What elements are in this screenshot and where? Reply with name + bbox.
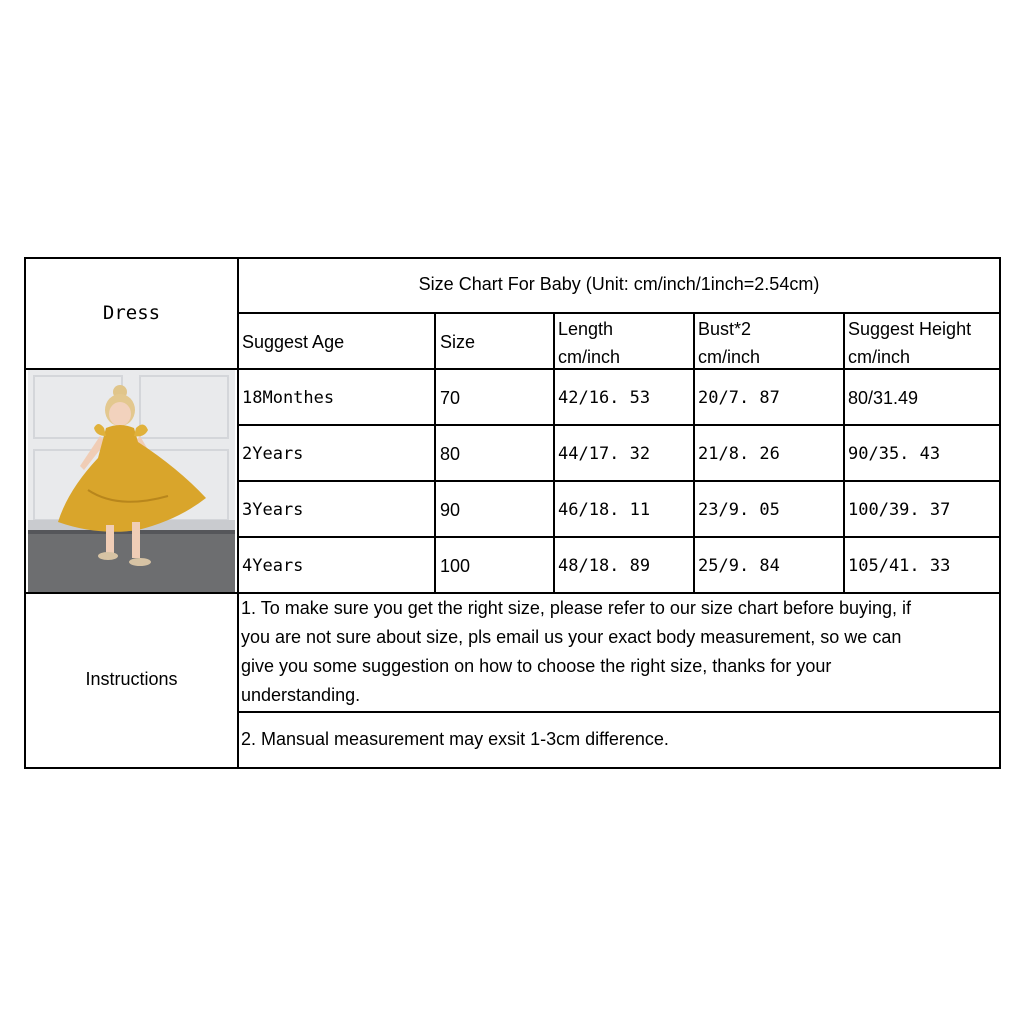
product-label: Dress bbox=[102, 302, 161, 324]
header-bust-unit: cm/inch bbox=[698, 347, 761, 367]
row-size: 70 bbox=[440, 388, 461, 408]
row-size: 80 bbox=[440, 444, 461, 464]
size-chart-table bbox=[24, 257, 1001, 769]
row-length: 42/16. 53 bbox=[558, 388, 651, 408]
instruction-1-line: give you some suggestion on how to choose the right size, thanks for your bbox=[241, 656, 832, 676]
table-rule bbox=[238, 312, 999, 314]
header-bust: Bust*2 bbox=[698, 319, 752, 339]
table-rule bbox=[238, 711, 999, 713]
chart-title: Size Chart For Baby (Unit: cm/inch/1inch=2.54cm) bbox=[418, 274, 820, 294]
table-rule bbox=[434, 312, 436, 594]
header-size: Size bbox=[440, 332, 476, 352]
row-bust: 21/8. 26 bbox=[698, 444, 780, 464]
table-rule bbox=[553, 312, 555, 594]
table-rule bbox=[237, 259, 239, 767]
row-age: 4Years bbox=[242, 556, 304, 576]
table-rule bbox=[238, 536, 999, 538]
header-height-unit: cm/inch bbox=[848, 347, 911, 367]
header-length: Length bbox=[558, 319, 614, 339]
instruction-1-line: you are not sure about size, pls email us your exact body measurement, so we can bbox=[241, 627, 902, 647]
row-height: 80/31.49 bbox=[848, 388, 919, 408]
table-rule bbox=[238, 424, 999, 426]
row-bust: 23/9. 05 bbox=[698, 500, 780, 520]
instruction-1-line: understanding. bbox=[241, 685, 361, 705]
row-age: 3Years bbox=[242, 500, 304, 520]
header-suggest-age: Suggest Age bbox=[242, 332, 345, 352]
row-size: 100 bbox=[440, 556, 471, 576]
row-age: 2Years bbox=[242, 444, 304, 464]
row-height: 105/41. 33 bbox=[848, 556, 951, 576]
row-length: 44/17. 32 bbox=[558, 444, 651, 464]
header-height: Suggest Height bbox=[848, 319, 972, 339]
table-rule bbox=[238, 480, 999, 482]
instruction-2: 2. Mansual measurement may exsit 1-3cm difference. bbox=[241, 729, 669, 749]
girl-in-dress-illustration bbox=[28, 370, 235, 592]
row-bust: 25/9. 84 bbox=[698, 556, 780, 576]
table-rule bbox=[843, 312, 845, 594]
instructions-label: Instructions bbox=[85, 669, 178, 689]
instruction-1-line: 1. To make sure you get the right size, please refer to our size chart before buying, if bbox=[241, 598, 912, 618]
row-length: 48/18. 89 bbox=[558, 556, 651, 576]
header-length-unit: cm/inch bbox=[558, 347, 621, 367]
product-photo bbox=[28, 370, 235, 592]
table-rule bbox=[693, 312, 695, 594]
row-length: 46/18. 11 bbox=[558, 500, 651, 520]
row-size: 90 bbox=[440, 500, 461, 520]
row-height: 100/39. 37 bbox=[848, 500, 951, 520]
row-bust: 20/7. 87 bbox=[698, 388, 780, 408]
row-age: 18Monthes bbox=[242, 388, 335, 408]
row-height: 90/35. 43 bbox=[848, 444, 941, 464]
